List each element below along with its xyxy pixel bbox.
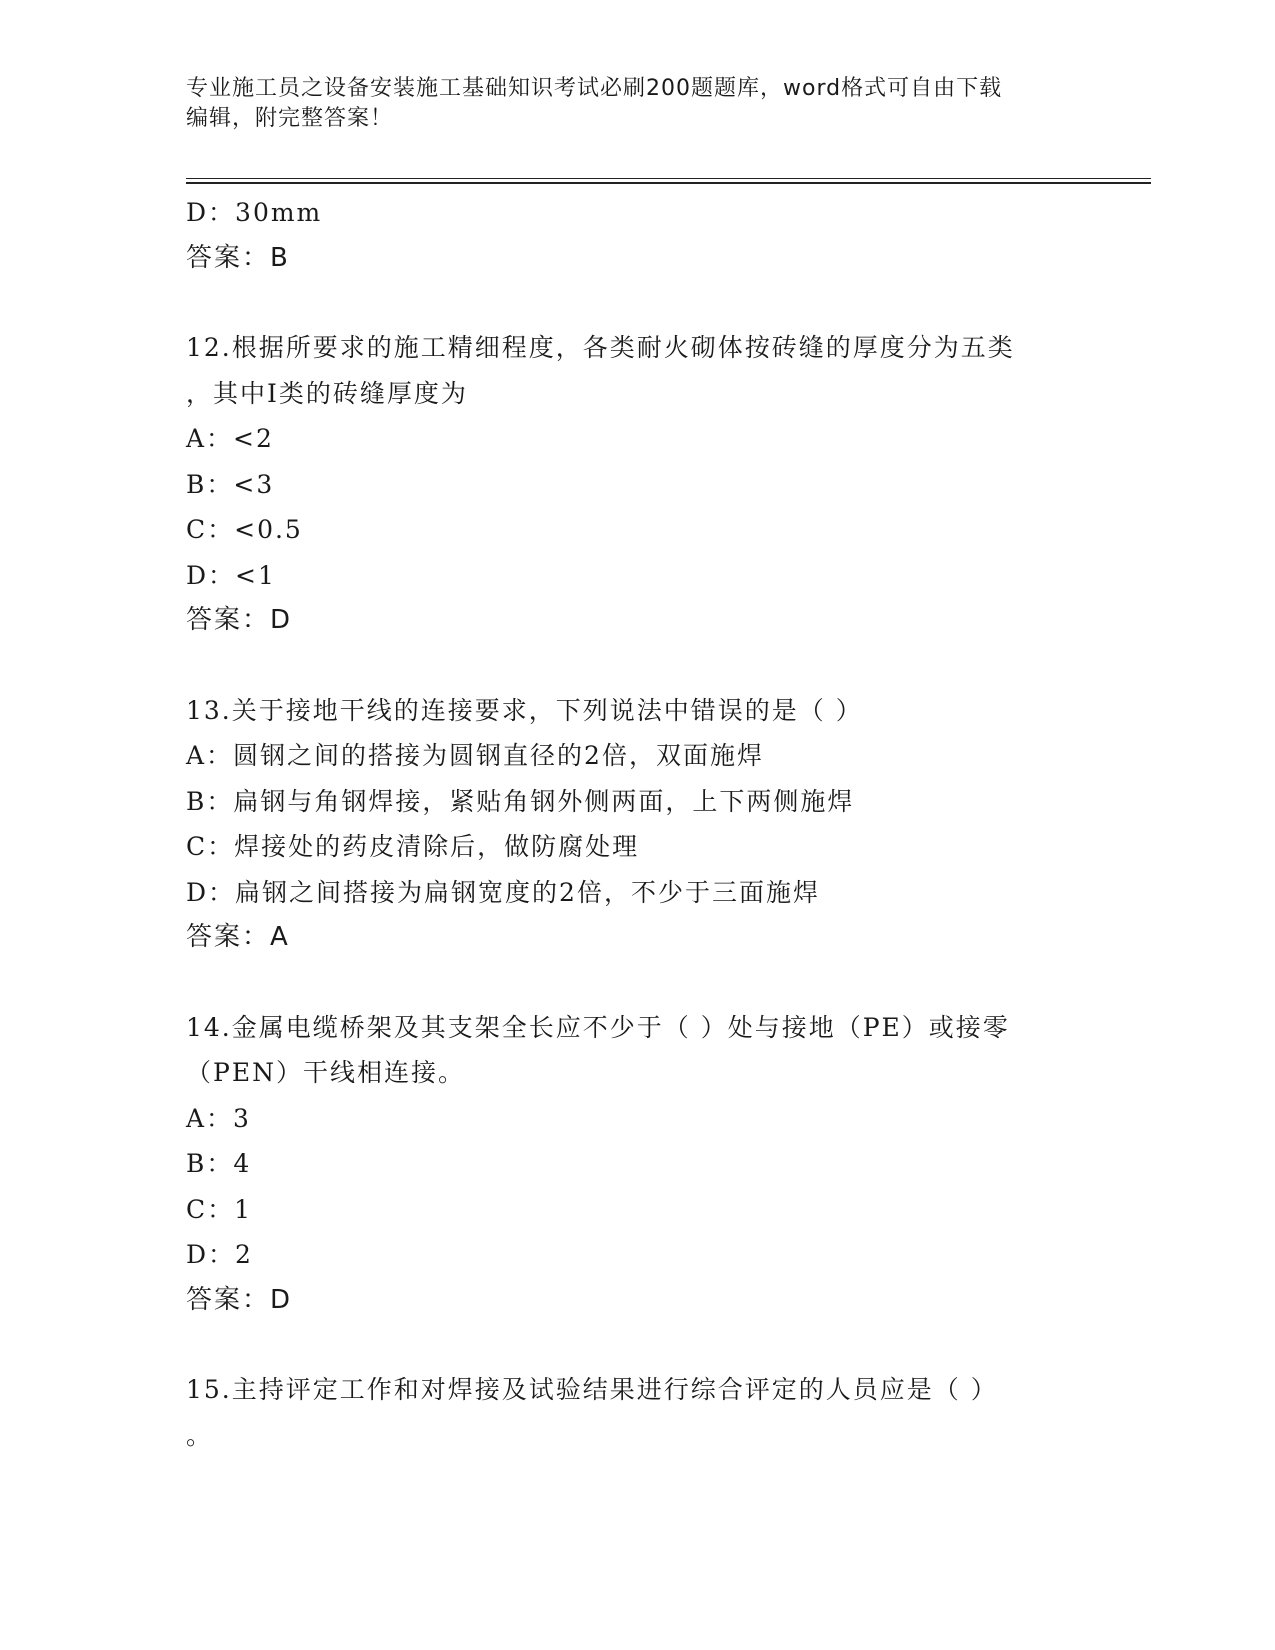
option-d: D：扁钢之间搭接为扁钢宽度的2倍，不少于三面施焊 bbox=[186, 877, 820, 907]
document-header bbox=[186, 74, 1066, 134]
option-b: B：4 bbox=[186, 1149, 252, 1178]
question-stem-line: 14.金属电缆桥架及其支架全长应不少于（ ）处与接地（PE）或接零 bbox=[186, 1012, 1010, 1042]
question-stem-line: 15.主持评定工作和对焊接及试验结果进行综合评定的人员应是（ ） bbox=[186, 1375, 998, 1404]
question-stem-line: 12.根据所要求的施工精细程度，各类耐火砌体按砖缝的厚度分为五类 bbox=[186, 333, 1015, 362]
answer-line: 答案：B bbox=[186, 242, 290, 273]
question-stem-line: 13.关于接地干线的连接要求，下列说法中错误的是（ ） bbox=[186, 695, 863, 725]
header-divider-thick bbox=[186, 182, 1151, 184]
answer-line: 答案：A bbox=[186, 922, 290, 952]
question-12 bbox=[186, 325, 1086, 644]
option-d: D：2 bbox=[186, 1240, 253, 1269]
question-14 bbox=[186, 1005, 1086, 1324]
option-a: A：圆钢之间的搭接为圆钢直径的2倍，双面施焊 bbox=[186, 741, 764, 770]
option-c: C：<0.5 bbox=[186, 515, 303, 544]
option-c: C：焊接处的药皮清除后，做防腐处理 bbox=[186, 832, 640, 861]
answer-line: 答案：D bbox=[186, 1284, 293, 1315]
question-stem-line: （PEN）干线相连接。 bbox=[186, 1058, 465, 1087]
option-c: C：1 bbox=[186, 1194, 253, 1224]
header-divider-thin bbox=[186, 178, 1151, 179]
option-a: A：3 bbox=[186, 1103, 251, 1133]
header-title-line-1: 专业施工员之设备安装施工基础知识考试必刷200题题库，word格式可自由下载 bbox=[186, 76, 1003, 101]
header-title-line-2: 编辑，附完整答案！ bbox=[186, 106, 394, 131]
option-b: B：扁钢与角钢焊接，紧贴角钢外侧两面，上下两侧施焊 bbox=[186, 786, 855, 816]
option-d: D：30mm bbox=[186, 198, 323, 227]
option-b: B：<3 bbox=[186, 469, 275, 499]
carryover-block bbox=[186, 190, 1086, 281]
option-d: D：<1 bbox=[186, 560, 276, 590]
answer-line: 答案：D bbox=[186, 605, 293, 635]
question-stem-line: 。 bbox=[186, 1420, 214, 1450]
option-a: A：<2 bbox=[186, 424, 274, 453]
question-stem-line: ，其中Ⅰ类的砖缝厚度为 bbox=[186, 378, 468, 408]
document-body bbox=[186, 190, 1086, 1458]
question-13 bbox=[186, 688, 1086, 961]
question-15 bbox=[186, 1367, 1086, 1458]
